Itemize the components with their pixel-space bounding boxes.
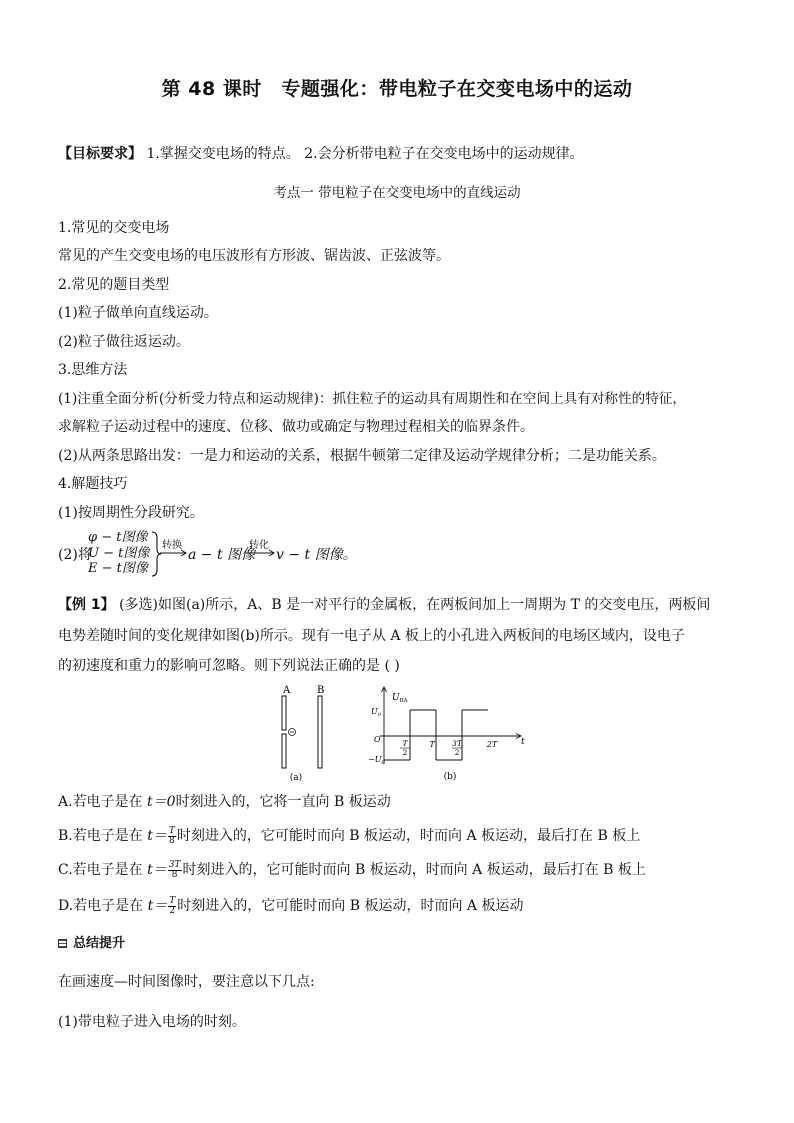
plate-b (318, 696, 322, 768)
figure-a-caption: (a) (289, 773, 303, 783)
u0-label: $U_0$ (371, 707, 381, 718)
tick-label: T (402, 739, 408, 748)
graph-type-stack (88, 530, 149, 577)
paragraph: (2)粒子做往返运动。 (58, 334, 190, 350)
example-line: 电势差随时间的变化规律如图(b)所示。现有一电子从 A 板上的小孔进入两板间的电场区域内，设电子 (58, 628, 685, 644)
paragraph: 3.思维方法 (58, 362, 128, 378)
paragraph: 求解粒子运动过程中的速度、位移、做功或确定与物理过程相关的临界条件。 (58, 419, 534, 435)
tick-labels (400, 739, 498, 757)
right-arrow-icon (160, 549, 188, 557)
paragraph: (2)从两条思路出发：一是力和运动的关系，根据牛顿第二定律及运动学规律分析；二是功能关系。 (58, 448, 666, 464)
origin-label: O (374, 735, 381, 744)
stack-item: φ − t图像 (88, 530, 148, 545)
summary-line: (1)带电粒子进入电场的时刻。 (58, 1014, 246, 1030)
plate-b-label: B (317, 685, 325, 696)
option-d[interactable]: D.若电子是在 t＝ $\frac{T}{2}$ 时刻进入的，它可能时而向 B 板运动，时而向 A 板运动 (58, 895, 524, 916)
paragraph: 4.解题技巧 (58, 476, 128, 492)
summary-heading (58, 934, 125, 954)
page-title: 第 48 课时 专题强化：带电粒子在交变电场中的运动 (161, 78, 633, 100)
goal-text: 1.掌握交变电场的特点。 2.会分析带电粒子在交变电场中的运动规律。 (146, 146, 584, 162)
stack-item: E − t图像 (88, 561, 148, 576)
example-line (58, 595, 710, 615)
paragraph: 常见的产生交变电场的电压波形有方形波、锯齿波、正弦波等。 (58, 248, 450, 264)
paragraph: 2.常见的题目类型 (58, 277, 170, 293)
example-line: 的初速度和重力的影响可忽略。则下列说法正确的是 ( ) (58, 658, 400, 674)
neg-u0-label: $-U_0$ (368, 755, 385, 766)
y-axis-label: $U_{BA}$ (392, 693, 408, 704)
tick-label: 2 (402, 748, 408, 757)
tip-2-formula (58, 530, 378, 578)
paragraph: (1)注重全面分析(分析受力特点和运动规律)：抓住粒子的运动具有周期性和在空间上具有对称性的特征， (58, 391, 686, 407)
square-wave (384, 710, 488, 760)
tick-label: 3T (452, 739, 462, 748)
tick-label: 2 (454, 748, 460, 757)
tip-2-prefix: (2)将 (58, 547, 92, 563)
paragraph: 1.常见的交变电场 (58, 220, 170, 236)
tick-label: 2T (486, 740, 498, 749)
option-a[interactable]: A.若电子是在 t＝0时刻进入的，它将一直向 B 板运动 (58, 794, 391, 810)
summary-line: 在画速度—时间图像时，要注意以下几点: (58, 974, 315, 990)
example-text: (多选)如图(a)所示，A、B 是一对平行的金属板，在两板间加上一周期为 T 的交变电压，两板间 (114, 597, 711, 613)
v-t-graph: v − t 图像。 (276, 547, 357, 563)
plate-a-lower (282, 734, 286, 768)
summary-label: 总结提升 (73, 936, 126, 951)
right-arrow-icon (246, 549, 276, 557)
plate-a-upper (282, 696, 286, 730)
figure-a-plates (268, 684, 338, 784)
goal-line (58, 144, 584, 164)
goal-label: 【目标要求】 (58, 146, 142, 162)
a-t-graph: a − t 图像 (188, 547, 256, 563)
figure-b-voltage-graph (370, 684, 530, 784)
summary-icon (58, 939, 67, 948)
example-label: 【例 1】 (58, 597, 115, 613)
arrow-label-transform: 转化 (249, 540, 269, 551)
fraction: $\frac{T}{8}$ (168, 825, 175, 846)
option-b[interactable]: B.若电子是在 t＝ $\frac{T}{8}$ 时刻进入的，它可能时而向 B 板运动，时而向 A 板运动，最后打在 B 板上 (58, 825, 641, 846)
x-axis-label: t (521, 737, 525, 747)
paragraph: (1)粒子做单向直线运动。 (58, 305, 218, 321)
option-c[interactable]: C.若电子是在 t＝ $\frac{3T}{8}$ 时刻进入的，它可能时而向 B 板运动，时而向 A 板运动，最后打在 B 板上 (58, 859, 646, 880)
plate-a-label: A (283, 685, 291, 696)
section-title: 考点一 带电粒子在交变电场中的直线运动 (273, 185, 521, 201)
fraction: $\frac{3T}{8}$ (168, 859, 181, 880)
stack-item: U − t图像 (88, 545, 150, 561)
arrow-label-convert: 转换 (162, 540, 182, 551)
tick-label: T (429, 740, 435, 749)
figure-b-caption: (b) (443, 772, 457, 782)
paragraph: (1)按周期性分段研究。 (58, 505, 204, 521)
fraction: $\frac{T}{2}$ (169, 895, 176, 916)
